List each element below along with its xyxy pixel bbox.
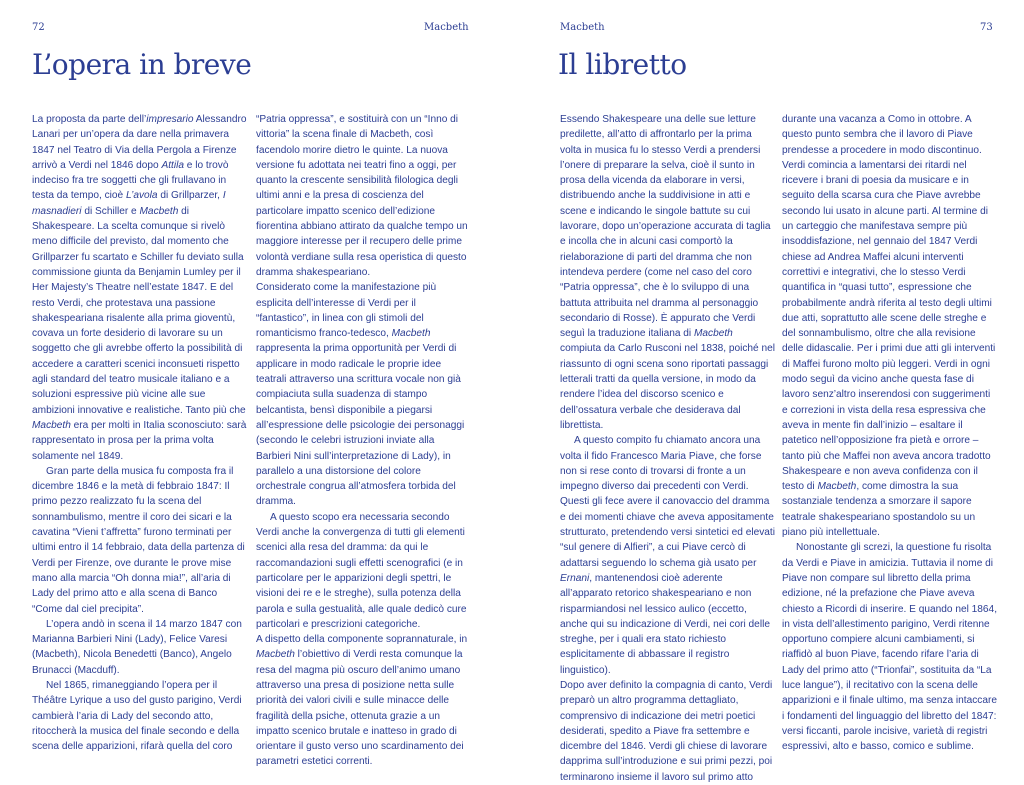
paragraph: A questo scopo era necessaria secondo Verdi anche la convergenza di tutti gli elementi scenici alla resa del dramma: da qui le raccomandazioni sugli effetti scenografici (e in particolare per le apparizioni degli spettri, le visioni dei re e le streghe), sulla potenza della parola e sulla gestualità, alle quale dedicò cure particolari e prescrizioni categoriche. [256,511,467,630]
paragraph: durante una vacanza a Como in ottobre. A questo punto sembra che il lavoro di Piave prendesse a procedere in modo discontinuo. Verdi comincia a lamentarsi dei ritardi nel ricevere i brani di poesia da musicare e in seguito della scarsa cura che Piave avrebbe secondo lui usato in alcune parti. Al termine di un carteggio che manifestava sempre più insoddisfazione, nel gennaio del 1847 Verdi chiese ad Andrea Maffei alcuni interventi correttivi e integrativi, che lo stesso Verdi quantifica in “quasi tutto”, espressione che probabilmente andrà riferita al testo degli ultimi due atti, soprattutto alle scene delle streghe e del sonnambulismo, oltre che alla revisione delle didascalie. Per i primi due atti gli interventi di Maffei furono molto più leggeri. Verdi in ogni modo seguì da vicino anche questa fase di lavoro senz’altro inserendosi con suggerimenti e correzioni in vista della resa espressiva che aveva in mente fin dall’inizio – esaltare il patetico nell’opposizione fra pietà e orrore – tanto più che Maffei non aveva ancora tradotto Shakespeare e non aveva confidenza con il testo di Macbeth, come dimostra la sua sostanziale tendenza a smorzare il sapore teatrale shakespeariano spostandolo su un piano più intellettuale. [782,114,996,539]
paragraph: A questo compito fu chiamato ancora una volta il fido Francesco Maria Piave, che forse non si rese conto di trovarsi di fronte a un impegno diverso dai precedenti con Verdi. Questi gli fece avere il canovaccio del dramma e dei momenti chiave che aveva appositamente strutturato, pretendendo versi sintetici ed elevati “sul genere di Alfieri”, a cui Piave cercò di adattarsi seguendo lo schema già usato per Ernani, mantenendosi cioè aderente all’apparato retorico shakespeariano e non risparmiandosi nel lessico aulico (eccetto, anche qui su indicazione di Verdi, nei cori delle streghe, per i quali era stato richiesto esplicitamente di abbassare il registro linguistico). [560,435,775,676]
running-head-right: Macbeth [560,22,605,33]
paragraph: Nel 1865, rimaneggiando l’opera per il Théâtre Lyrique a uso del gusto parigino, Verdi cambierà l’aria di Lady del secondo atto, ritoccherà la musica del finale secondo e della scena delle apparizioni, rifarà quella del coro [32,679,242,753]
right-page [512,0,1024,783]
right-page-column-1 [560,112,775,785]
running-head-left: Macbeth [424,22,469,33]
paragraph: A dispetto della componente soprannaturale, in Macbeth l’obiettivo di Verdi resta comunque la resa del magma più oscuro dell’animo umano attraverso una presa di posizione netta sulle priorità dei valori civili e sulle minacce delle fragilità della psiche, ottenuta grazie a un impatto scenico brutale e inatteso in grado di orientare il gusto verso uno scardinamento dei parametri estetici correnti. [256,634,468,768]
section-title-right: Il libretto [558,48,687,81]
left-page-column-1 [32,112,247,754]
page-number-left: 72 [32,22,45,33]
left-page-column-2 [256,112,471,770]
left-page [0,0,512,768]
paragraph: Dopo aver definito la compagnia di canto, Verdi preparò un altro programma dettagliato, comprensivo di indicazione dei metri poetici desiderati, spedito a Piave fra settembre e dicembre del 1846. Verdi gli chiese di lavorare dapprima sull’introduzione e sui primi pezzi, poi terminarono insieme il lavoro sul primo atto [560,679,773,783]
section-title-left: L’opera in breve [32,48,252,81]
paragraph: Essendo Shakespeare una delle sue letture predilette, all’atto di affrontarlo per la prima volta in musica fu lo stesso Verdi a prendersi l’onere di preparare la selva, cioè il sunto in prosa della vicenda da elaborare in versi, distribuendo anche la suddivisione in atti e scene e indicando le singole battute su cui lavorare, dopo un’operazione accurata di taglia e incolla che in alcuni casi comportò la rielaborazione di parti del dramma che non intendeva perdere (come nel caso del coro “Patria oppressa”, che è lo sviluppo di una battuta attribuita nel dramma al personaggio secondario di Rosse). È appurato che Verdi seguì la traduzione italiana di Macbeth compiuta da Carlo Rusconi nel 1838, poiché nel riassunto di ogni scena sono riportati passaggi letterali tratti da quella versione, in modo da rendere l’idea del discorso scenico e dell’ossatura verbale che desiderava dal librettista. [560,114,776,431]
paragraph: La proposta da parte dell’impresario Alessandro Lanari per un’opera da dare nella primavera 1847 nel Teatro di Via della Pergola a Firenze arrivò a Verdi nel 1846 dopo Attila e lo trovò indeciso fra tre soggetti che gli frullavano in testa da tempo, cioè L’avola di Grillparzer, I masnadieri di Schiller e Macbeth di Shakespeare. La scelta comunque si rivelò meno difficile del previsto, dal momento che Grillparzer fu scartato e Schiller fu deviato sulla commissione giunta da Benjamin Lumley per il Her Majesty’s Theatre nell’estate 1847. E del resto Verdi, che protestava una passione shakespeariana risalente alla prima gioventù, covava un forte desiderio di lavorare su un soggetto che gli avrebbe offerto la possibilità di accedere a caratteri scenici inconsueti rispetto agli standard del teatro musicale italiano e a soluzioni espressive più vicine alle sue ambizioni innovative e realistiche. Tanto più che Macbeth era per molti in Italia sconosciuto: sarà rappresentato in prosa per la prima volta solamente nel 1849. [32,114,247,462]
paragraph: Gran parte della musica fu composta fra il dicembre 1846 e la metà di febbraio 1847: Il primo pezzo realizzato fu la scena del sonnambulismo, mentre il coro dei sicari e la cavatina “Vieni t’affretta” furono terminati per ultimi entro il 14 febbraio, data della partenza di Verdi per Firenze, ove durante le prove mise mano alla marcia “Oh donna mia!”, all’aria di Lady del primo atto e alla scena di Banco “Come dal ciel precipita”. [32,465,245,615]
page-number-right: 73 [980,22,993,33]
paragraph: Nonostante gli screzi, la questione fu risolta da Verdi e Piave in amicizia. Tuttavia il nome di Piave non compare sul libretto della prima edizione, né la prefazione che Piave aveva chiesto a Ricordi di inserire. E quando nel 1864, in vista dell’allestimento parigino, Verdi ritenne opportuno compiere alcuni cambiamenti, si riaffidò al buon Piave, facendo rifare l’aria di Lady del primo atto (“Trionfai”, sostituita da “La luce langue”), il recitativo con la scena delle apparizioni e il finale ultimo, ma senza intaccare i fondamenti del linguaggio del libretto del 1847: versi ficcanti, parole incisive, varietà di registri espressivi, alto e basso, comico e sublime. [782,542,998,753]
paragraph: L’opera andò in scena il 14 marzo 1847 con Marianna Barbieri Nini (Lady), Felice Varesi (Macbeth), Nicola Benedetti (Banco), Angelo Brunacci (Macduff). [32,618,242,676]
right-page-column-2 [782,112,997,754]
paragraph: Considerato come la manifestazione più esplicita dell’interesse di Verdi per il “fantastico”, in linea con gli stimoli del romanticismo franco-tedesco, Macbeth rappresenta la prima opportunità per Verdi di applicare in modo radicale le proprie idee teatrali attraverso una scrittura vocale non già compiaciuta sulla suadenza di stampo belcantista, bensì disponibile a piegarsi all’espressione delle psicologie dei personaggi (secondo le celebri istruzioni inviate alla Barbieri Nini sull’interpretazione di Lady), in parallelo a una distorsione del colore orchestrale congrua all’atmosfera torbida del dramma. [256,282,465,508]
paragraph: “Patria oppressa”, e sostituirà con un “Inno di vittoria” la scena finale di Macbeth, così facendolo morire dietro le quinte. La nuova versione fu adottata nei teatri fino a oggi, per quanto la crescente sensibilità filologica degli ultimi anni e la presa di coscienza del particolare impatto scenico dell’edizione fiorentina abbiano attirato da qualche tempo un maggiore interesse per il recupero delle prime volontà verdiane sulla resa operistica di questo dramma shakespeariano. [256,114,468,278]
